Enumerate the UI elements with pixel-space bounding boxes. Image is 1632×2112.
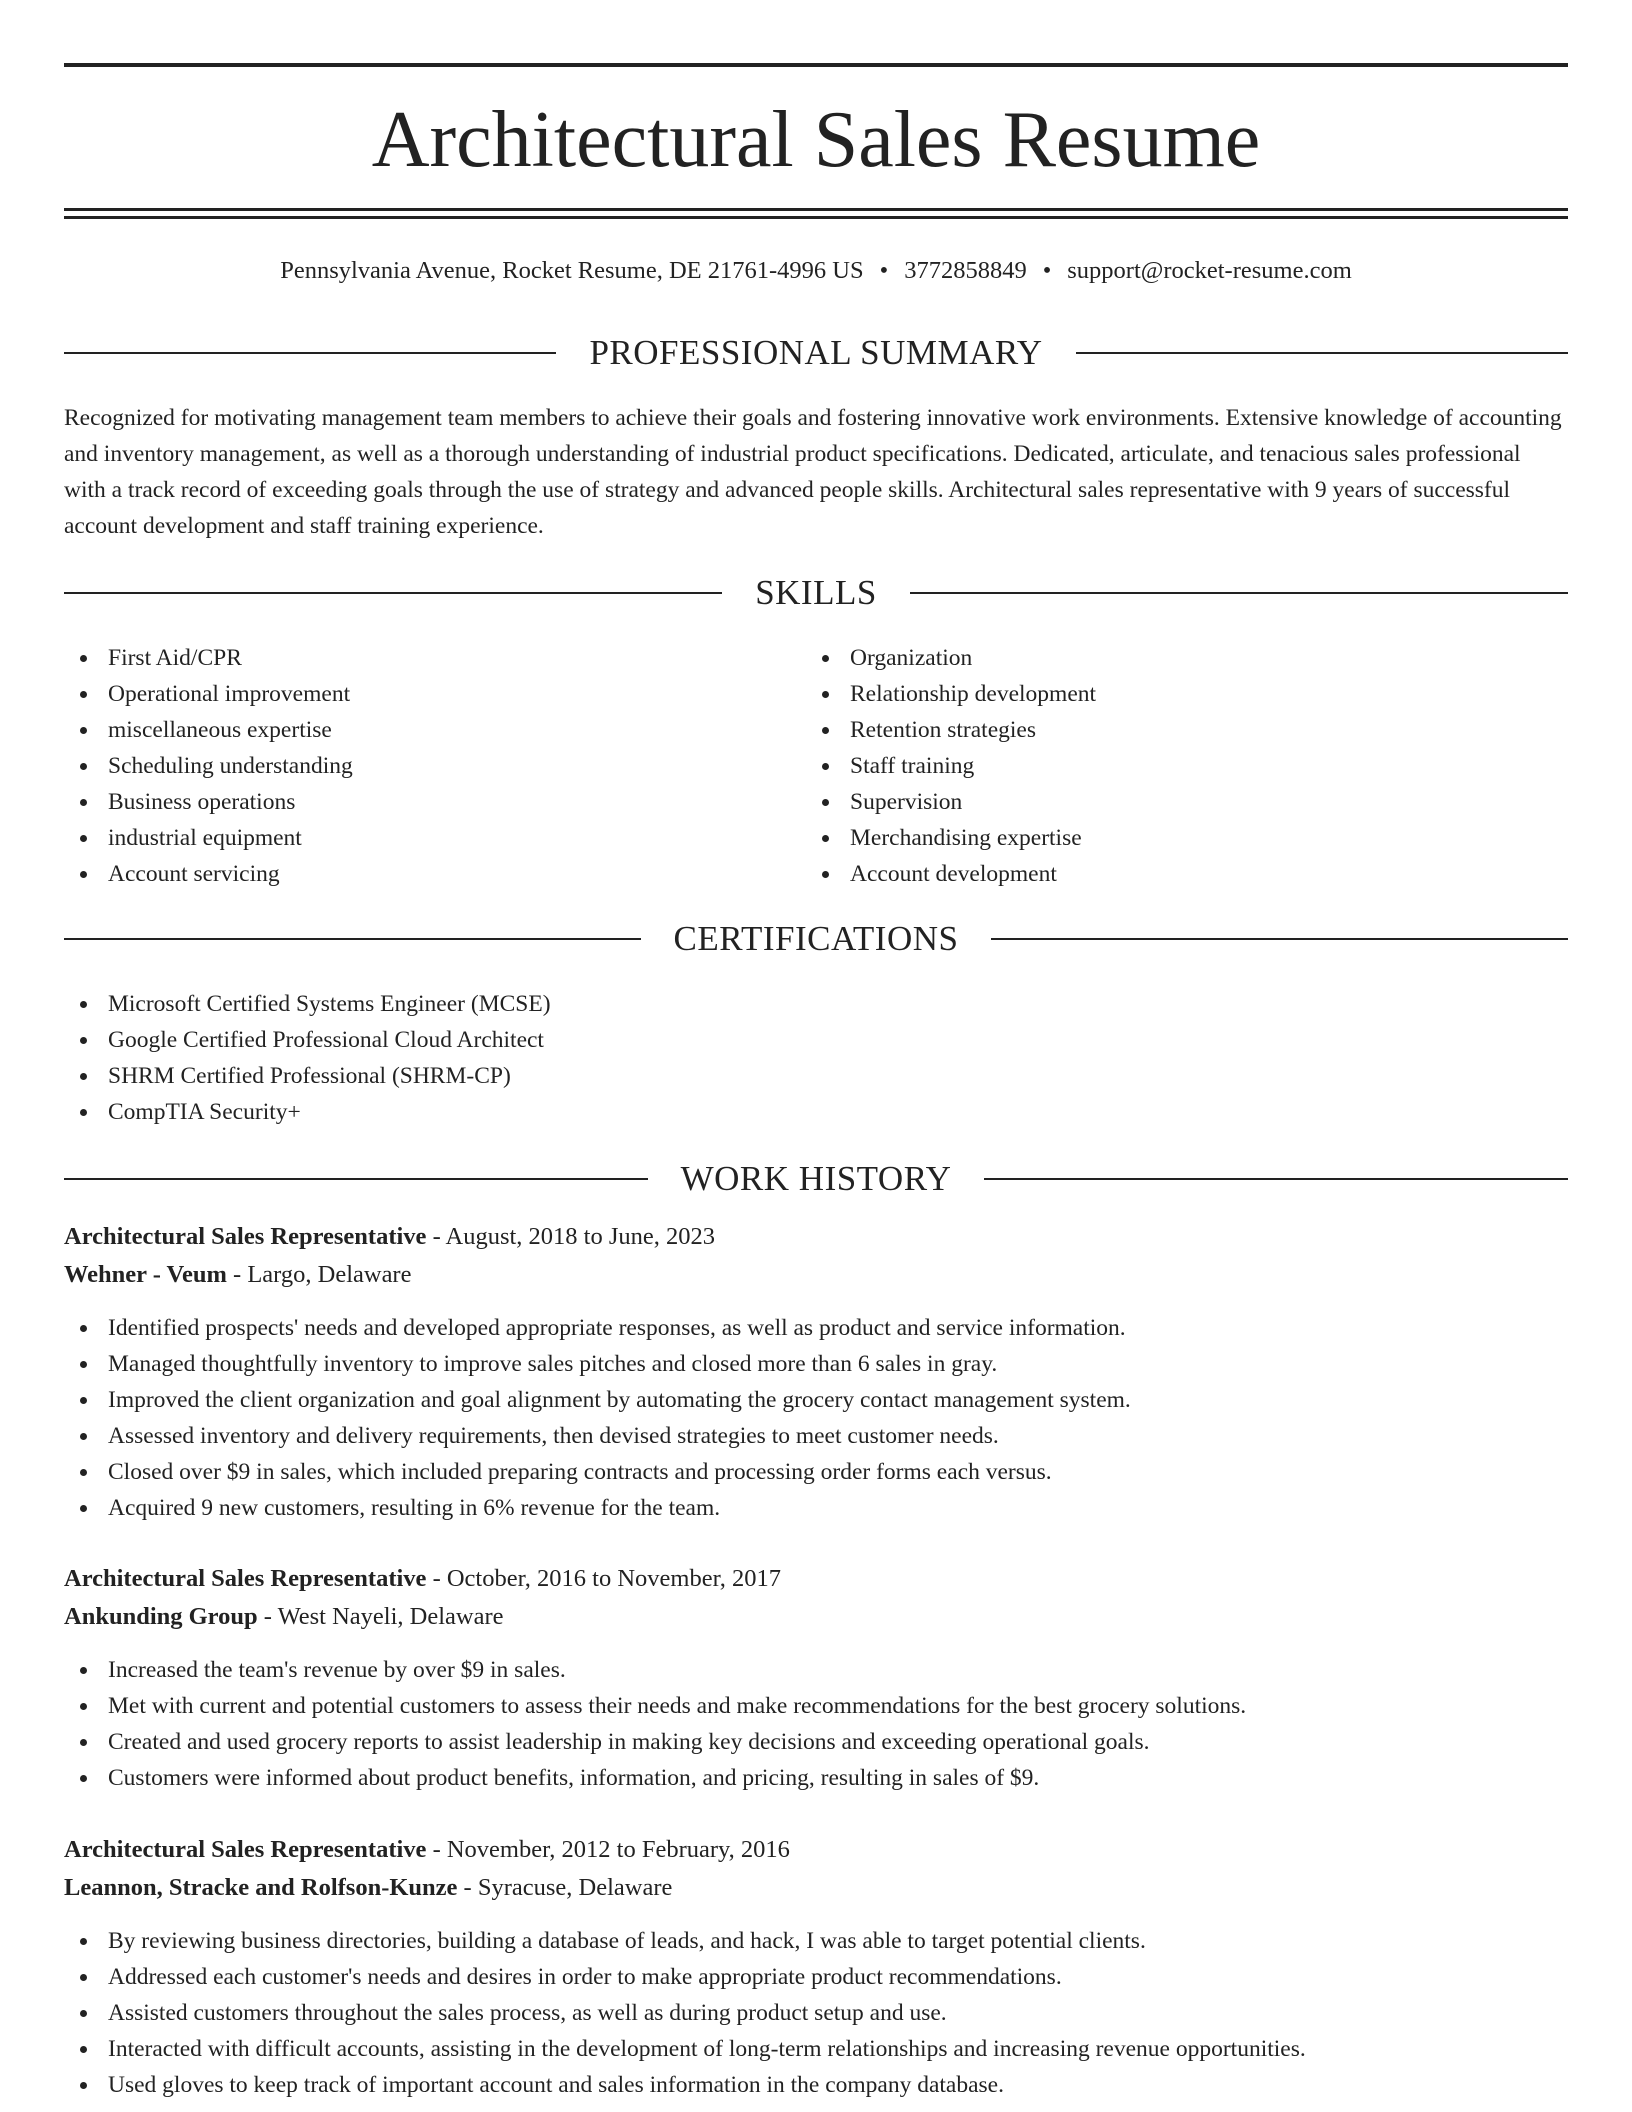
job-company-line: [64, 1256, 1568, 1294]
resume-title: Architectural Sales Resume: [371, 96, 1261, 184]
section-header-summary: [64, 331, 1568, 375]
contact-separator: •: [1042, 257, 1052, 284]
contact-address: Pennsylvania Avenue, Rocket Resume, DE 21761-4996 US: [280, 257, 864, 284]
job-role: Architectural Sales Representative: [64, 1223, 427, 1250]
list-item: Relationship development: [806, 676, 1546, 712]
title-rule-lower: [64, 216, 1568, 219]
skills-list-left: [64, 640, 804, 892]
job-company-line: [64, 1869, 1568, 1907]
list-item: Microsoft Certified Systems Engineer (MCSE): [64, 986, 1568, 1022]
list-item: Organization: [806, 640, 1546, 676]
list-item: industrial equipment: [64, 820, 804, 856]
job-location: - Syracuse, Delaware: [457, 1874, 673, 1901]
contact-email: support@rocket-resume.com: [1067, 257, 1352, 284]
section-title-work-history: WORK HISTORY: [680, 1159, 952, 1198]
job-entry: [64, 1560, 1568, 1796]
list-item: Improved the client organization and goal alignment by automating the grocery contact management system.: [64, 1382, 1568, 1418]
section-divider: [1076, 352, 1568, 354]
job-title-line: [64, 1218, 1568, 1256]
job-company: Wehner - Veum: [64, 1261, 227, 1288]
job-title-line: [64, 1560, 1568, 1598]
job-role: Architectural Sales Representative: [64, 1836, 427, 1863]
section-divider: [910, 592, 1568, 594]
job-dates: - November, 2012 to February, 2016: [426, 1836, 790, 1863]
top-rule: [64, 63, 1568, 67]
job-entry: [64, 1831, 1568, 2103]
list-item: Increased the team's revenue by over $9 in sales.: [64, 1652, 1568, 1688]
skills-list-right: [806, 640, 1546, 892]
section-divider: [984, 1178, 1568, 1180]
list-item: By reviewing business directories, building a database of leads, and hack, I was able to target potential clients.: [64, 1923, 1568, 1959]
job-bullets: [64, 1310, 1568, 1526]
title-rule-upper: [64, 208, 1568, 211]
section-divider: [991, 938, 1568, 940]
list-item: Google Certified Professional Cloud Architect: [64, 1022, 1568, 1058]
section-header-work-history: [64, 1157, 1568, 1201]
list-item: miscellaneous expertise: [64, 712, 804, 748]
contact-phone: 3772858849: [904, 257, 1027, 284]
section-divider: [64, 592, 722, 594]
job-dates: - October, 2016 to November, 2017: [426, 1565, 782, 1592]
list-item: Closed over $9 in sales, which included preparing contracts and processing order forms each versus.: [64, 1454, 1568, 1490]
job-role: Architectural Sales Representative: [64, 1565, 427, 1592]
list-item: SHRM Certified Professional (SHRM-CP): [64, 1058, 1568, 1094]
section-divider: [64, 938, 641, 940]
job-company: Leannon, Stracke and Rolfson-Kunze: [64, 1874, 458, 1901]
job-bullets: [64, 1923, 1568, 2103]
list-item: Assessed inventory and delivery requirements, then devised strategies to meet customer needs.: [64, 1418, 1568, 1454]
section-header-skills: [64, 571, 1568, 615]
section-title-skills: SKILLS: [755, 573, 877, 612]
section-header-certifications: [64, 917, 1568, 961]
list-item: Merchandising expertise: [806, 820, 1546, 856]
list-item: Managed thoughtfully inventory to improve sales pitches and closed more than 6 sales in gray.: [64, 1346, 1568, 1382]
job-company-line: [64, 1598, 1568, 1636]
job-location: - Largo, Delaware: [226, 1261, 412, 1288]
list-item: Created and used grocery reports to assist leadership in making key decisions and exceeding operational goals.: [64, 1724, 1568, 1760]
list-item: Interacted with difficult accounts, assisting in the development of long-term relationships and increasing revenue opportunities.: [64, 2031, 1568, 2067]
list-item: CompTIA Security+: [64, 1094, 1568, 1130]
section-divider: [64, 1178, 648, 1180]
job-location: - West Nayeli, Delaware: [257, 1603, 504, 1630]
job-company: Ankunding Group: [64, 1603, 258, 1630]
section-divider: [64, 352, 556, 354]
contact-separator: •: [879, 257, 889, 284]
list-item: Identified prospects' needs and developed appropriate responses, as well as product and service information.: [64, 1310, 1568, 1346]
section-title-summary: PROFESSIONAL SUMMARY: [589, 333, 1043, 372]
list-item: Used gloves to keep track of important account and sales information in the company database.: [64, 2067, 1568, 2103]
list-item: Business operations: [64, 784, 804, 820]
list-item: Addressed each customer's needs and desires in order to make appropriate product recommendations.: [64, 1959, 1568, 1995]
summary-text: Recognized for motivating management team members to achieve their goals and fostering innovative work environments. Extensive knowledge of accounting and inventory management, as well as a thorough understanding of industrial product specifications. Dedicated, articulate, and tenacious sales professional with a track record of exceeding goals through the use of strategy and advanced people skills. Architectural sales representative with 9 years of successful account development and staff training experience.: [64, 405, 1562, 539]
job-bullets: [64, 1652, 1568, 1796]
job-entry: [64, 1218, 1568, 1526]
list-item: Account servicing: [64, 856, 804, 892]
certifications-list: [64, 986, 1568, 1130]
contact-line: [64, 254, 1568, 288]
list-item: Met with current and potential customers to assess their needs and make recommendations for the best grocery solutions.: [64, 1688, 1568, 1724]
list-item: First Aid/CPR: [64, 640, 804, 676]
list-item: Scheduling understanding: [64, 748, 804, 784]
list-item: Account development: [806, 856, 1546, 892]
list-item: Staff training: [806, 748, 1546, 784]
list-item: Retention strategies: [806, 712, 1546, 748]
section-title-certifications: CERTIFICATIONS: [673, 919, 959, 958]
list-item: Acquired 9 new customers, resulting in 6% revenue for the team.: [64, 1490, 1568, 1526]
job-title-line: [64, 1831, 1568, 1869]
list-item: Supervision: [806, 784, 1546, 820]
list-item: Assisted customers throughout the sales process, as well as during product setup and use.: [64, 1995, 1568, 2031]
list-item: Operational improvement: [64, 676, 804, 712]
job-dates: - August, 2018 to June, 2023: [426, 1223, 715, 1250]
list-item: Customers were informed about product benefits, information, and pricing, resulting in sales of $9.: [64, 1760, 1568, 1796]
